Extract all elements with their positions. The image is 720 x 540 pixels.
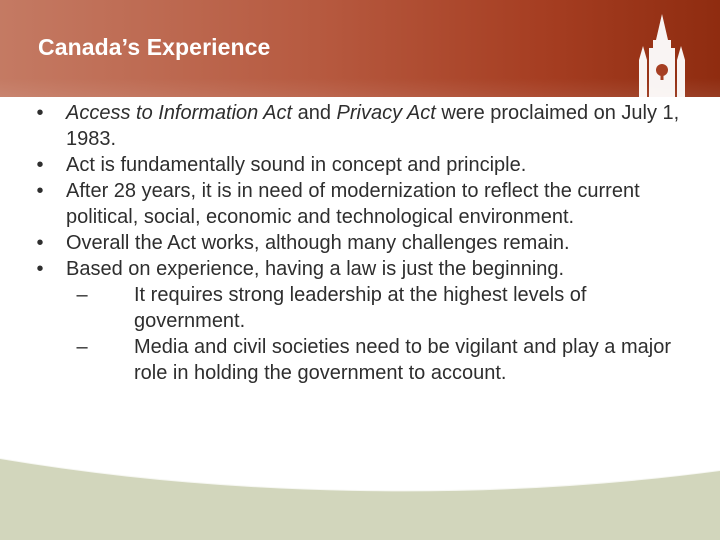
- slide-title: Canada’s Experience: [38, 34, 271, 60]
- bullet-item: [30, 256, 690, 282]
- bullet-marker: •: [36, 102, 44, 124]
- peace-tower-icon: [612, 0, 712, 97]
- sub-bullet-marker: –: [76, 336, 88, 358]
- bullet-item: [30, 178, 690, 230]
- bullet-text-part: were proclaimed on July 1, 1983.: [66, 102, 680, 150]
- bullet-text: After 28 years, it is in need of modernization to reflect the current political, social, economic and technological environment.: [66, 180, 640, 228]
- footer-decoration: [0, 440, 720, 540]
- sub-bullet-item: [70, 282, 690, 334]
- sub-bullet-text: It requires strong leadership at the highest levels of government.: [134, 284, 587, 332]
- bullet-text: [66, 102, 679, 150]
- bullet-marker: •: [36, 154, 44, 176]
- bullet-text-part: and: [292, 102, 337, 124]
- bullet-item: [30, 100, 690, 152]
- bullet-item: [30, 152, 690, 178]
- bullet-text: Overall the Act works, although many challenges remain.: [66, 232, 570, 254]
- bullet-text: Act is fundamentally sound in concept and principle.: [66, 154, 527, 176]
- bullet-list: [30, 100, 690, 386]
- bullet-text: Based on experience, having a law is just the beginning.: [66, 258, 565, 280]
- sub-bullet-item: [70, 334, 690, 386]
- bullet-item: [30, 230, 690, 256]
- bullet-marker: •: [36, 258, 44, 280]
- act-name: Access to Information Act: [66, 102, 293, 124]
- title-bar: [0, 0, 720, 97]
- bullet-marker: •: [36, 180, 44, 202]
- bullet-marker: •: [36, 232, 44, 254]
- act-name: Privacy Act: [336, 102, 436, 124]
- sub-bullet-text: Media and civil societies need to be vigilant and play a major role in holding the government to account.: [134, 336, 671, 384]
- sub-bullet-marker: –: [76, 284, 88, 306]
